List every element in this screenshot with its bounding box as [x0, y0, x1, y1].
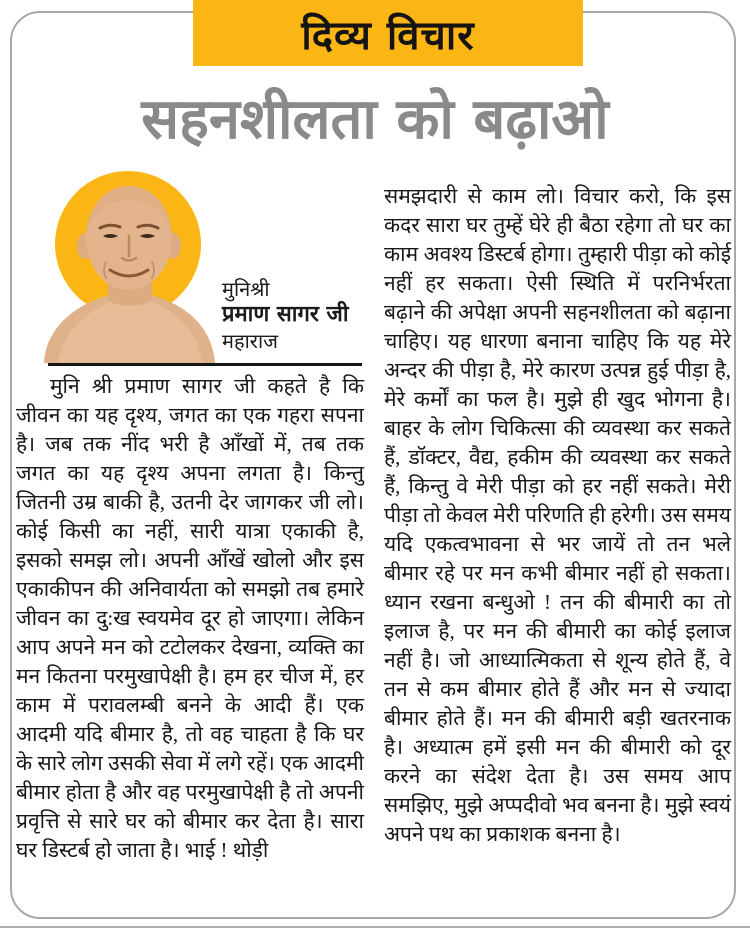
author-photo: [40, 166, 220, 363]
author-caption: [222, 276, 372, 354]
author-caption-suffix: महाराज: [222, 329, 278, 353]
article-headline: सहनशीलता को बढ़ाओ: [141, 87, 609, 152]
section-banner: [193, 0, 583, 66]
section-banner-label: दिव्य विचार: [301, 12, 475, 59]
page-bottom-rule: [0, 926, 750, 928]
article-right-column: समझदारी से काम लो। विचार करो, कि इस कदर सारा घर तुम्हें घेरे ही बैठा रहेगा तो घर का काम अवश्य डिस्टर्ब होगा। तुम्हारी पीड़ा को कोई नहीं हर सकता। ऐसी स्थिति में परनिर्भरता बढ़ाने की अपेक्षा अपनी सहनशीलता को बढ़ाना चाहिए। यह धारणा बनाना चाहिए कि यह मेरे अन्दर की पीड़ा है, मेरे कारण उत्पन्न हुई पीड़ा है, मेरे कर्मों का फल है। मुझे ही खुद भोगना है। बाहर के लोग चिकित्सा की व्यवस्था कर सकते हैं, डॉक्टर, वैद्य, हकीम की व्यवस्था कर सकते हैं, किन्तु वे मेरी पीड़ा को हर नहीं सकते। मेरी पीड़ा तो केवल मेरी परिणति ही हरेगी। उस समय यदि एकत्वभावना से भर जायें तो तन भले बीमार रहे पर मन कभी बीमार नहीं हो सकता। ध्यान रखना बन्धुओ ! तन की बीमारी का तो इलाज है, पर मन की बीमारी का कोई इलाज नहीं है। जो आध्यात्मिकता से शून्य होते हैं, वे तन से कम बीमार होते हैं और मन से ज्यादा बीमार होते हैं। मन की बीमारी बड़ी खतरनाक है। अध्यात्म हमें इसी मन की बीमारी को दूर करने का संदेश देता है। उस समय आप समझिए, मुझे अप्पदीवो भव बनना है। मुझे स्वयं अपने पथ का प्रकाशक बनना है।: [384, 184, 731, 846]
article-left-column: मुनि श्री प्रमाण सागर जी कहते है कि जीवन का यह दृश्य, जगत का एक गहरा सपना है। जब तक नींद भरी है आँखों में, तब तक जगत का यह दृश्य अपना लगता है। किन्तु जितनी उम्र बाकी है, उतनी देर जागकर जी लो। कोई किसी का नहीं, सारी यात्रा एकाकी है, इसको समझ लो। अपनी आँखें खोलो और इस एकाकीपन की अनिवार्यता को समझो तब हमारे जीवन का दु:ख स्वयमेव दूर हो जाएगा। लेकिन आप अपने मन को टटोलकर देखना, व्यक्ति का मन कितना परमुखापेक्षी है। हम हर चीज में, हर काम में परावलम्बी बनने के आदी हैं। एक आदमी यदि बीमार है, तो वह चाहता है कि घर के सारे लोग उसकी सेवा में लगे रहें। एक आदमी बीमार होता है और वह परमुखापेक्षी है तो अपनी प्रवृत्ति से सारे घर को बीमार कर देता है। सारा घर डिस्टर्ब हो जाता है। भाई ! थोड़ी: [16, 374, 364, 862]
author-name: प्रमाण सागर जी: [222, 302, 349, 327]
caption-divider-rule: [48, 363, 362, 366]
monk-portrait-illustration: [40, 166, 220, 363]
author-caption-prefix: मुनिश्री: [222, 277, 270, 301]
